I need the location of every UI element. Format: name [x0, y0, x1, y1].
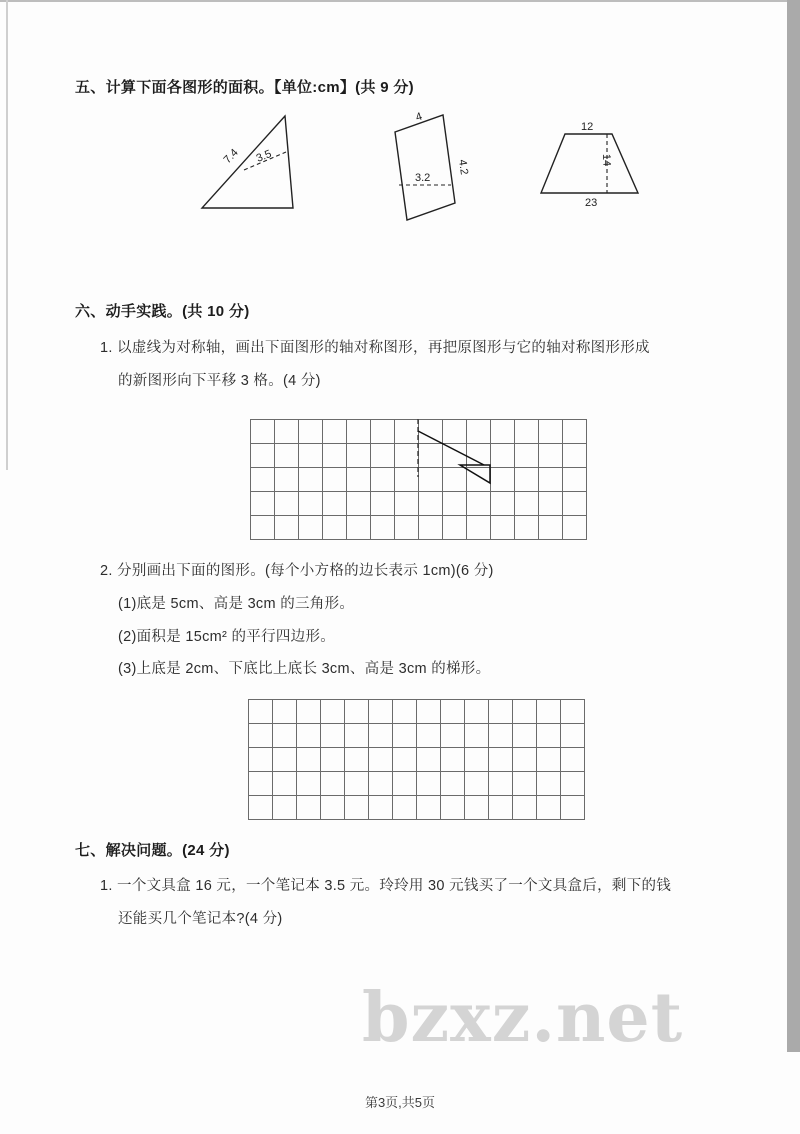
trapezoid-outline: [541, 134, 638, 193]
page-number-footer: 第3页,共5页: [364, 1095, 436, 1110]
section7-item1-line2: 还能买几个笔记本?(4 分): [118, 911, 283, 927]
section6-item2-sub3: (3)上底是 2cm、下底比上底长 3cm、高是 3cm 的梯形。: [118, 661, 491, 677]
section6-item2-sub2: (2)面积是 15cm² 的平行四边形。: [118, 629, 336, 645]
section5-title: 五、计算下面各图形的面积。【单位:cm】(共 9 分): [75, 79, 414, 96]
section6-item1-line1: 1. 以虚线为对称轴，画出下面图形的轴对称图形，再把原图形与它的轴对称图形形成: [100, 340, 650, 356]
section6-item2-sub1: (1)底是 5cm、高是 3cm 的三角形。: [118, 596, 355, 612]
triangle-outline: [202, 116, 293, 208]
drawing-grid: [248, 699, 585, 820]
trapezoid-bottom-label: 23: [585, 197, 598, 209]
section6-item1-line2: 的新图形向下平移 3 格。(4 分): [118, 373, 321, 389]
symmetry-grid-figure: [250, 419, 587, 540]
parallelogram-figure: [383, 105, 473, 225]
trapezoid-figure: [533, 118, 651, 210]
section7-item1-line1: 1. 一个文具盒 16 元，一个笔记本 3.5 元。玲玲用 30 元钱买了一个文具盒后，剩下的钱: [100, 878, 672, 894]
site-watermark: bzxz.net: [362, 978, 684, 1058]
section7-title: 七、解决问题。(24 分): [75, 842, 230, 859]
trapezoid-top-label: 12: [581, 121, 594, 133]
parallelogram-top-label: 4: [414, 110, 424, 124]
triangle-figure: [200, 108, 310, 213]
parallelogram-base-label: 3.2: [415, 172, 431, 184]
triangle-height-label: 3.5: [254, 147, 274, 165]
triangle-slant-label: 7.4: [221, 146, 241, 167]
trapezoid-height-label: 14: [600, 153, 613, 167]
scan-edge-right: [787, 0, 800, 1052]
scan-edge-left: [6, 0, 8, 470]
section6-title: 六、动手实践。(共 10 分): [75, 303, 250, 320]
symmetry-grid: [250, 419, 587, 540]
section6-item2-line1: 2. 分别画出下面的图形。(每个小方格的边长表示 1cm)(6 分): [100, 563, 494, 579]
scan-edge-top: [0, 0, 800, 2]
parallelogram-outline: [395, 115, 455, 220]
figure-small-triangle: [460, 465, 490, 483]
parallelogram-side-label: 4.2: [456, 158, 471, 176]
figure-diagonal-line: [418, 431, 484, 465]
